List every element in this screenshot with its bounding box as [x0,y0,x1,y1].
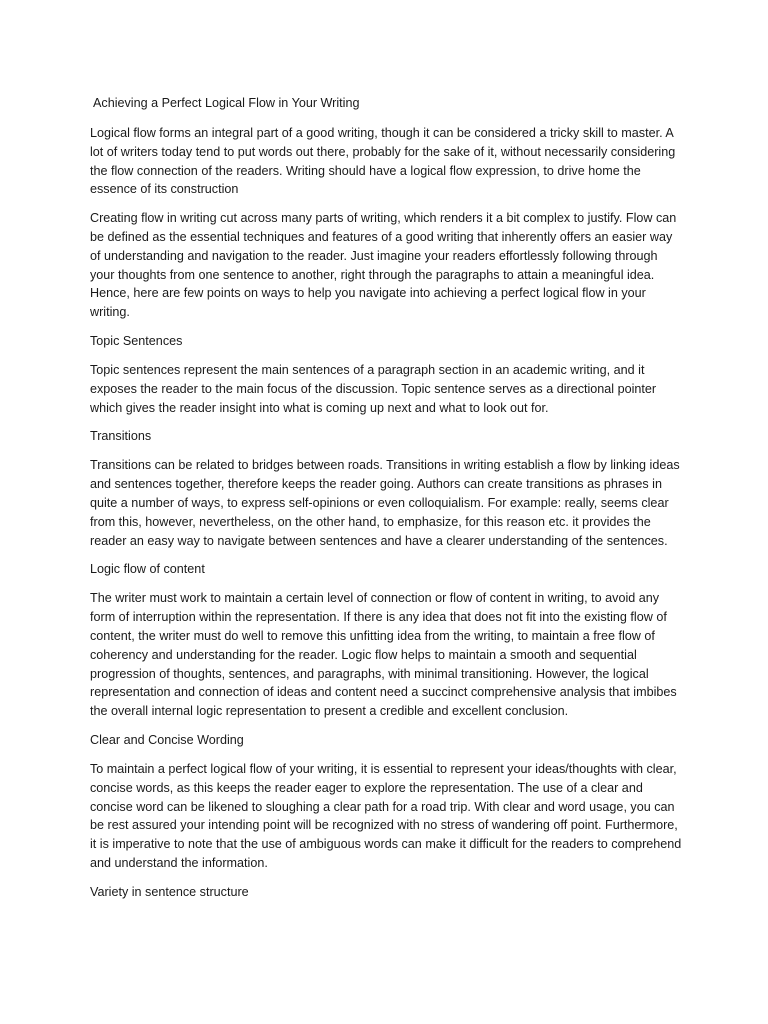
paragraph-creating-flow: Creating flow in writing cut across many parts of writing, which renders it a bit complex to justify. Flow can be defined as the essential techniques and features of a good writing that inherently offers an easier way of understanding and navigation to the reader. Just imagine your readers effortlessly following through your thoughts from one sentence to another, right through the paragraphs to attain a meaningful idea. Hence, here are few points on ways to help you navigate into achieving a perfect logical flow in your writing. [90,211,677,320]
paragraph-transitions: Transitions can be related to bridges between roads. Transitions in writing establish a flow by linking ideas and sentences together, therefore keeps the reader going. Authors can create transitions as phrases in quite a number of ways, to express self-opinions or even colloquialism. For example: really, seems clear from this, however, nevertheless, on the other hand, to emphasize, for this reason etc. it provides the reader an easy way to navigate between sentences and have a clearer understanding of the sentences. [90,458,680,548]
paragraph-topic-sentences: Topic sentences represent the main sentences of a paragraph section in an academic writing, and it exposes the reader to the main focus of the discussion. Topic sentence serves as a directional pointer which gives the reader insight into what is coming up next and what to look out for. [90,362,657,415]
section-heading-topic-sentences: Topic Sentences [90,333,183,348]
section-heading-clear-concise: Clear and Concise Wording [90,732,244,747]
section-heading-transitions: Transitions [90,429,152,444]
section-heading-variety: Variety in sentence structure [90,884,249,899]
paragraph-clear-concise: To maintain a perfect logical flow of your writing, it is essential to represent your ideas/thoughts with clear, concise words, as this keeps the reader eager to explore the representation. The use of a clear and concise word can be likened to sloughing a clear path for a road trip. With clear and word usage, you can be rest assured your intending point will be recognized with no stress of wandering off point. Furthermore, it is imperative to note that the use of ambiguous words can make it difficult for the readers to comprehend and understand the information. [90,761,682,870]
document-title: Achieving a Perfect Logical Flow in Your Writing [93,96,360,110]
paragraph-intro: Logical flow forms an integral part of a good writing, though it can be considered a tricky skill to master. A lot of writers today tend to put words out there, probably for the sake of it, without necessarily considering the flow connection of the readers. Writing should have a logical flow expression, to drive home the essence of its construction [90,126,676,197]
paragraph-logic-flow: The writer must work to maintain a certain level of connection or flow of content in writing, to avoid any form of interruption within the representation. If there is any idea that does not fit into the existing flow of content, the writer must do well to remove this unfitting idea from the writing, to maintain a free flow of coherency and understanding for the reader. Logic flow helps to maintain a smooth and sequential progression of thoughts, sentences, and paragraphs, with minimal transitioning. However, the logical representation and connection of ideas and content need a succinct comprehensive analysis that imbibes the overall internal logic representation to present a credible and excellent conclusion. [90,591,677,719]
document-page [90,94,682,912]
section-heading-logic-flow: Logic flow of content [90,562,205,577]
